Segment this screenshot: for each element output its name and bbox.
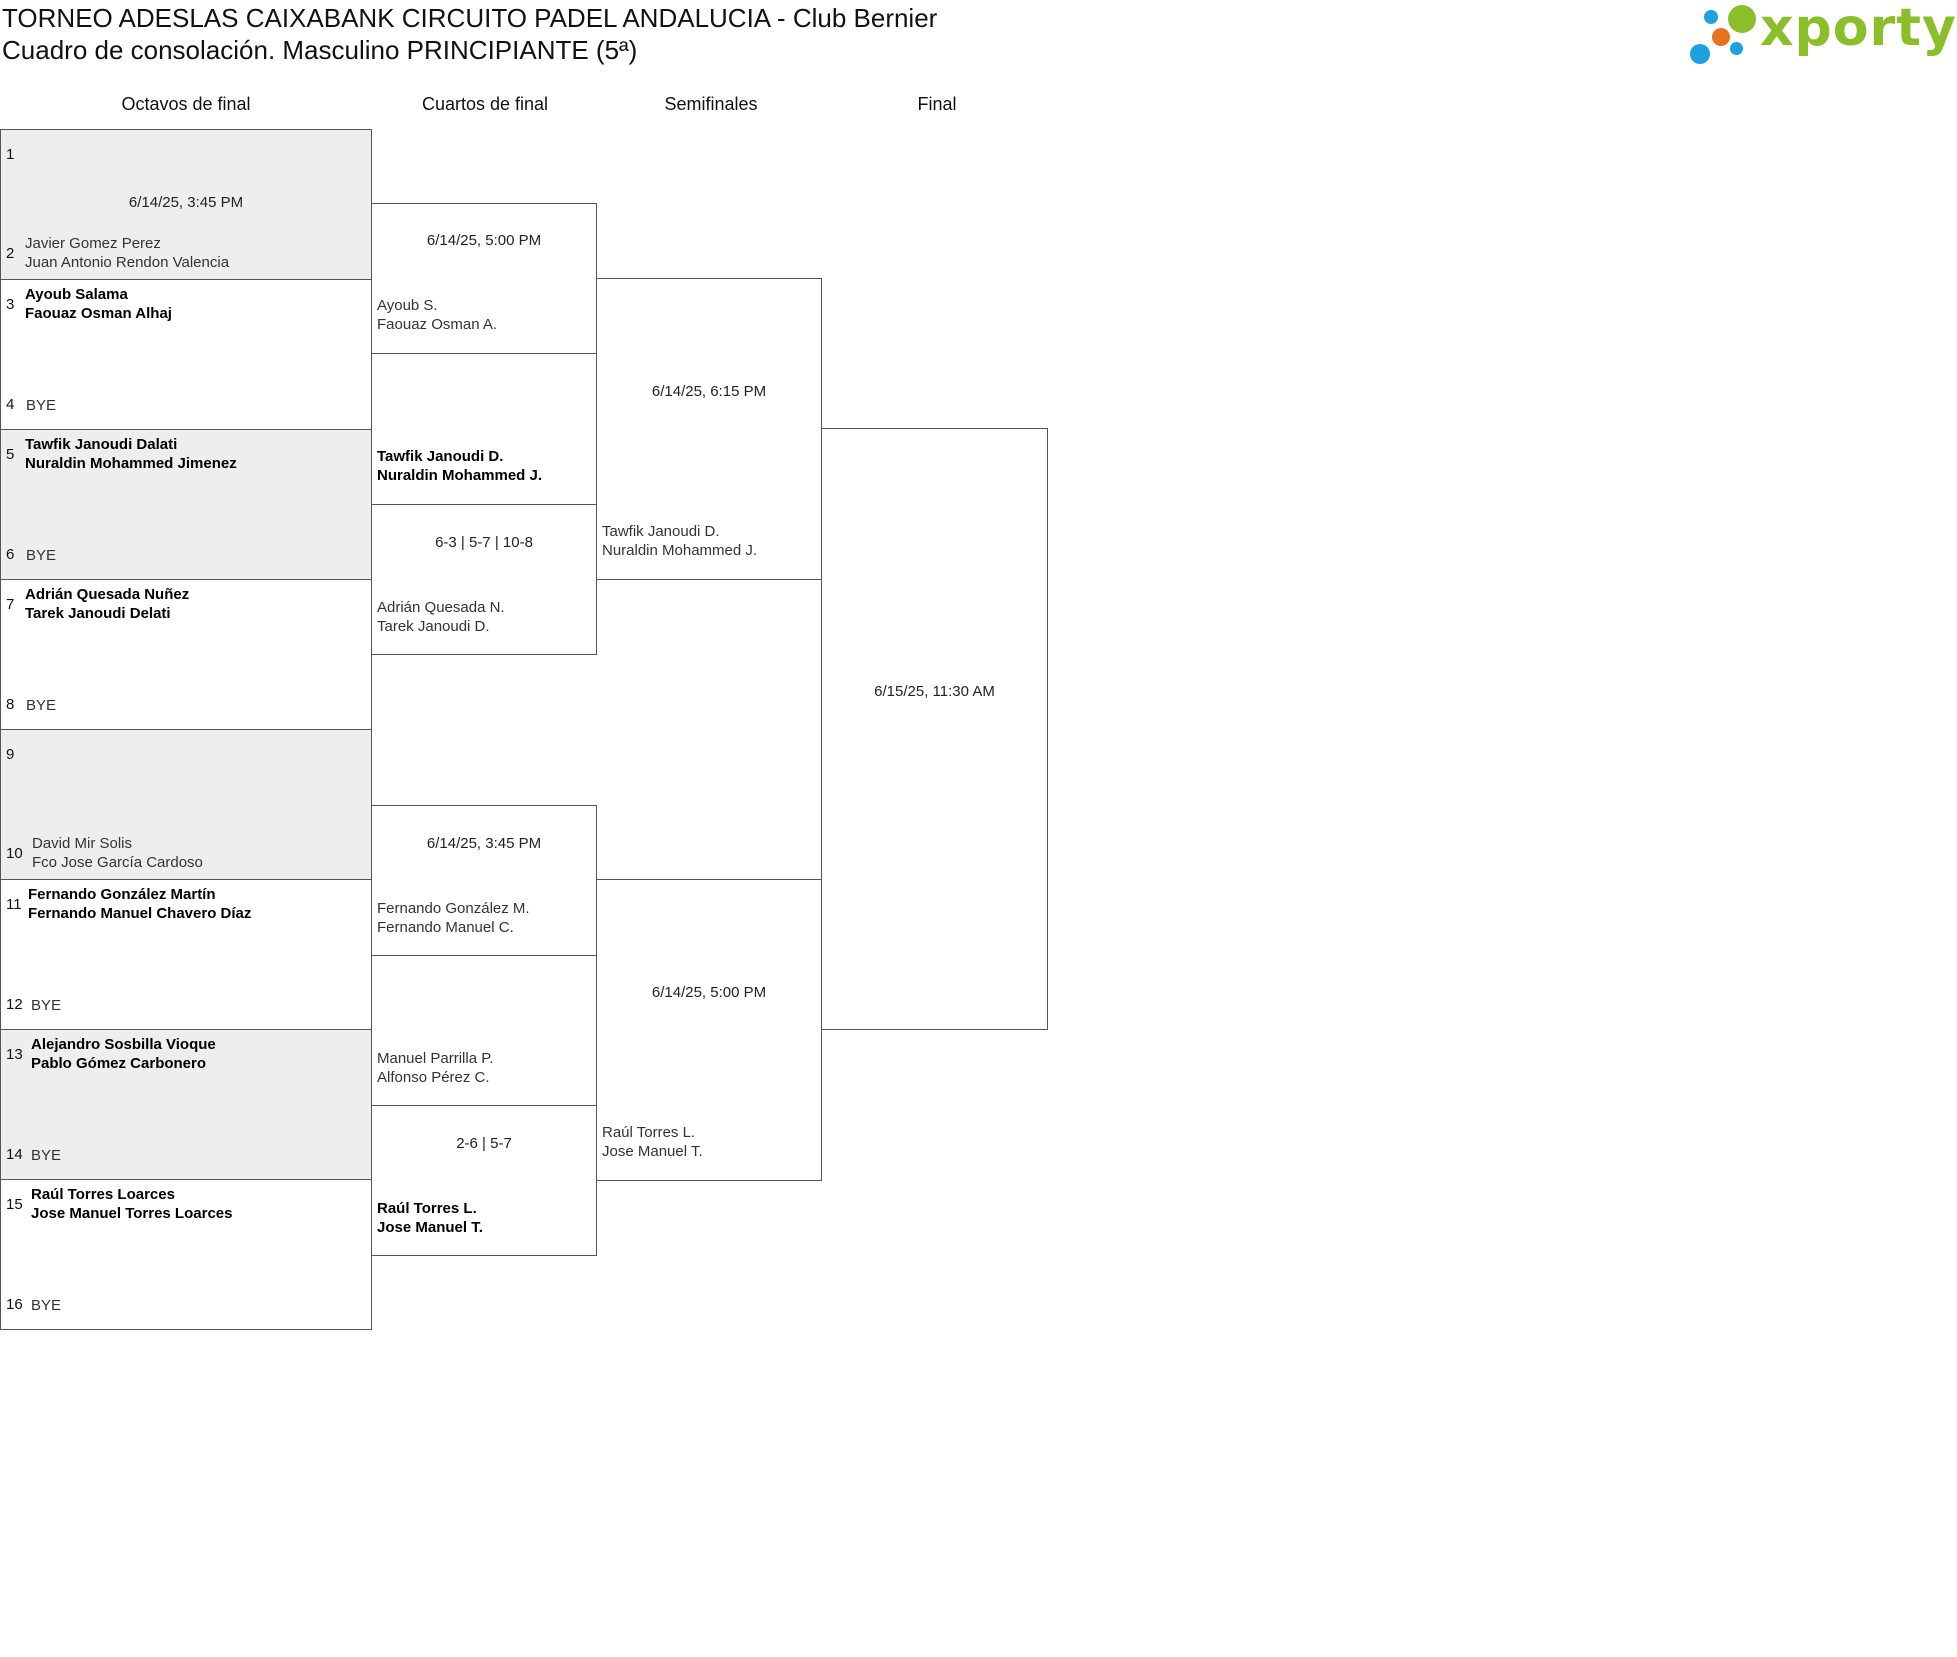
player-pair: [602, 522, 757, 560]
player-name: David Mir Solis: [32, 835, 133, 852]
logo-dot-blue-mini: [1730, 42, 1743, 55]
player-pair: [377, 598, 505, 636]
player-name: Raúl Torres L.: [377, 1200, 477, 1217]
player-name: Pablo Gómez Carbonero: [31, 1055, 207, 1072]
player-name: Fernando González Martín: [28, 886, 216, 903]
tournament-title: TORNEO ADESLAS CAIXABANK CIRCUITO PADEL ANDALUCIA - Club Bernier: [2, 3, 938, 33]
player-pair: [31, 1035, 216, 1073]
logo-dot-blue: [1690, 44, 1710, 64]
xporty-logo: [1690, 0, 1957, 70]
bye-label: BYE: [26, 547, 57, 564]
seed-number: 4: [6, 396, 15, 413]
player-name: Tarek Janoudi D.: [377, 618, 490, 635]
seed-number: 15: [6, 1196, 23, 1213]
player-name: Nuraldin Mohammed Jimenez: [25, 455, 237, 472]
player-name: Fernando Manuel Chavero Díaz: [28, 905, 252, 922]
match-score: 6-3 | 5-7 | 10-8: [435, 534, 533, 551]
seed-number: 9: [6, 746, 15, 763]
bye-label: BYE: [31, 1147, 62, 1164]
qf1-winner-pair: [377, 447, 542, 485]
player-name: Nuraldin Mohammed J.: [377, 467, 543, 484]
player-name: Raúl Torres Loarces: [31, 1186, 175, 1203]
match-date: 6/14/25, 5:00 PM: [426, 232, 542, 249]
r16-match-3[interactable]: [0, 429, 372, 580]
logo-wordmark: xporty: [1760, 0, 1957, 58]
player-name: Nuraldin Mohammed J.: [602, 542, 758, 559]
seed-number: 10: [6, 845, 23, 862]
r16-match-4[interactable]: [0, 579, 372, 730]
qf-match-1[interactable]: [371, 203, 597, 354]
seed-number: 8: [6, 696, 15, 713]
player-name: Jose Manuel Torres Loarces: [31, 1205, 233, 1222]
player-pair: [377, 1199, 483, 1237]
seed-number: 13: [6, 1046, 23, 1063]
player-pair: [31, 1185, 232, 1223]
bye-label: BYE: [26, 697, 57, 714]
bye-label: BYE: [31, 997, 62, 1014]
match-date: 6/14/25, 6:15 PM: [651, 383, 767, 400]
seed-number: 7: [6, 596, 15, 613]
player-name: Tarek Janoudi Delati: [25, 605, 171, 622]
player-name: Manuel Parrilla P.: [377, 1050, 494, 1067]
player-name: Ayoub Salama: [25, 286, 128, 303]
player-name: Faouaz Osman A.: [377, 316, 498, 333]
r16-match-5[interactable]: [0, 729, 372, 880]
player-name: Ayoub S.: [377, 297, 438, 314]
sf-match-2[interactable]: [596, 879, 822, 1181]
logo-dot-blue-small: [1704, 10, 1718, 24]
bye-label: BYE: [26, 397, 57, 414]
seed-number: 14: [6, 1146, 23, 1163]
player-name: Adrián Quesada N.: [377, 599, 505, 616]
player-name: Tawfik Janoudi Dalati: [25, 436, 178, 453]
r16-match-7[interactable]: [0, 1029, 372, 1180]
seed-number: 11: [6, 896, 22, 913]
logo-dot-green: [1728, 5, 1756, 33]
round-header-octavos: Octavos de final: [121, 94, 251, 114]
seed-number: 12: [6, 996, 23, 1013]
qf3-opponent-pair: [377, 1049, 493, 1087]
match-date: 6/15/25, 11:30 AM: [874, 683, 995, 700]
final-match[interactable]: [821, 428, 1048, 1030]
player-name: Alfonso Pérez C.: [377, 1069, 490, 1086]
player-name: Raúl Torres L.: [602, 1124, 696, 1141]
player-name: Jose Manuel T.: [602, 1143, 703, 1160]
match-date: 6/14/25, 3:45 PM: [128, 194, 244, 211]
player-name: Tawfik Janoudi D.: [602, 523, 720, 540]
player-pair: [377, 899, 530, 937]
player-name: Jose Manuel T.: [377, 1219, 483, 1236]
player-pair: [25, 285, 172, 323]
qf-match-4[interactable]: [371, 1105, 597, 1256]
player-name: Fco Jose García Cardoso: [32, 854, 203, 871]
seed-number: 16: [6, 1296, 23, 1313]
qf-match-3[interactable]: [371, 805, 597, 956]
r16-match-8[interactable]: [0, 1179, 372, 1330]
player-pair: [602, 1123, 703, 1161]
player-name: Javier Gomez Perez: [25, 235, 161, 252]
sf-match-1[interactable]: [596, 278, 822, 580]
player-name: Fernando González M.: [377, 900, 530, 917]
seed-number: 5: [6, 446, 15, 463]
player-pair: [377, 296, 497, 334]
player-name: Faouaz Osman Alhaj: [25, 305, 172, 322]
player-pair: [25, 234, 229, 272]
r16-match-2[interactable]: [0, 279, 372, 430]
match-date: 6/14/25, 5:00 PM: [651, 984, 767, 1001]
player-name: Adrián Quesada Nuñez: [25, 586, 190, 603]
player-pair: [28, 885, 251, 923]
player-pair: [25, 435, 237, 473]
match-score: 2-6 | 5-7: [456, 1135, 512, 1152]
r16-match-1[interactable]: [0, 129, 372, 280]
logo-dot-orange: [1712, 28, 1730, 46]
round-header-cuartos: Cuartos de final: [421, 94, 549, 114]
match-date: 6/14/25, 3:45 PM: [426, 835, 542, 852]
round-header-semifinales: Semifinales: [664, 94, 758, 114]
player-name: Tawfik Janoudi D.: [377, 448, 504, 465]
seed-number: 2: [6, 245, 15, 262]
player-pair: [25, 585, 189, 623]
seed-number: 1: [6, 146, 15, 163]
r16-match-6[interactable]: [0, 879, 372, 1030]
draw-subtitle: Cuadro de consolación. Masculino PRINCIPIANTE (5ª): [2, 35, 638, 65]
player-pair: [32, 834, 203, 872]
bye-label: BYE: [31, 1297, 62, 1314]
qf-match-2[interactable]: [371, 504, 597, 655]
player-name: Fernando Manuel C.: [377, 919, 514, 936]
player-name: Alejandro Sosbilla Vioque: [31, 1036, 216, 1053]
round-header-final: Final: [917, 94, 957, 114]
seed-number: 3: [6, 296, 15, 313]
player-name: Juan Antonio Rendon Valencia: [25, 254, 230, 271]
seed-number: 6: [6, 546, 15, 563]
